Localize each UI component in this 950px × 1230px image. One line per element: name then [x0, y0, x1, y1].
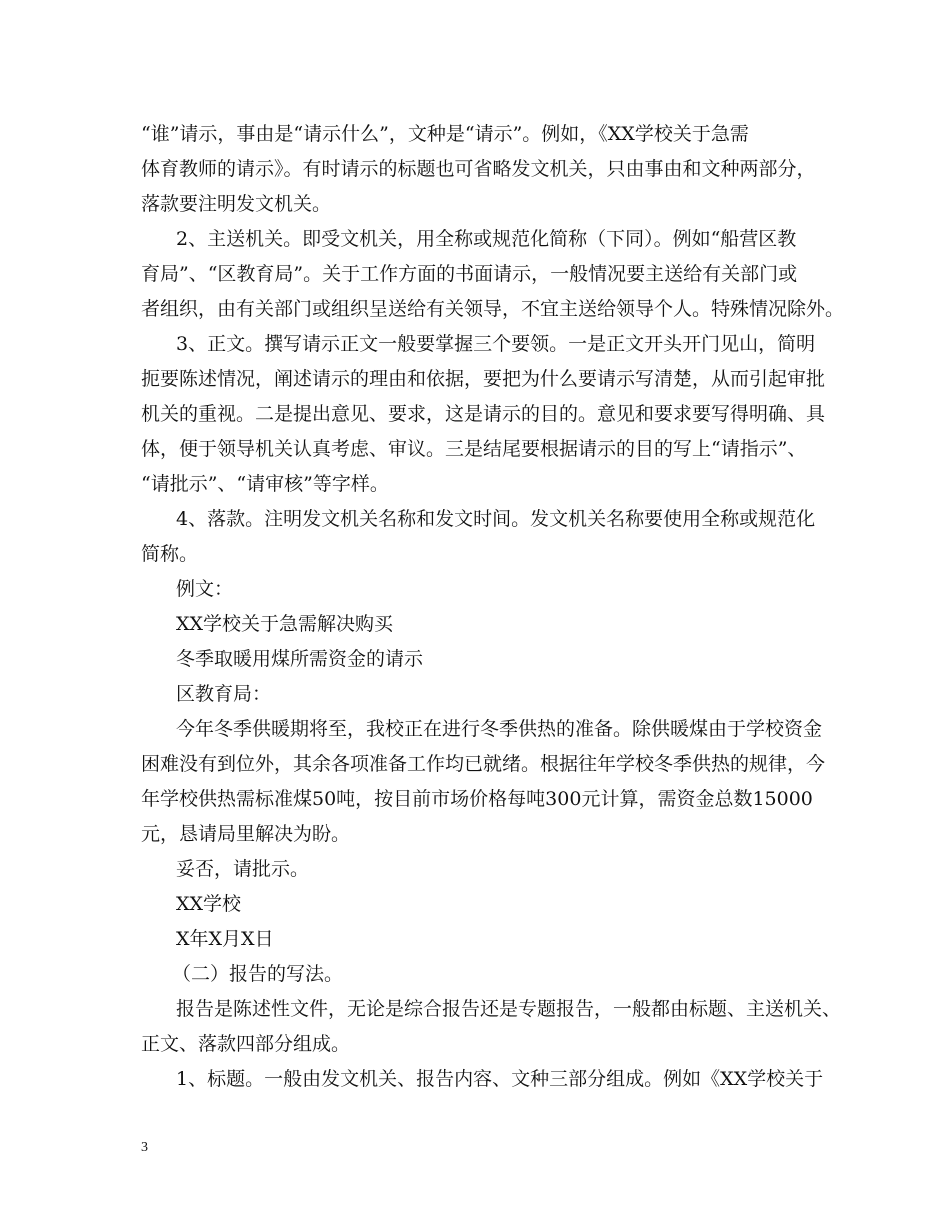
text-line: 元，恳请局里解决为盼。: [141, 823, 351, 845]
text-line: 区教育局：: [176, 683, 272, 705]
text-line: 困难没有到位外，其余各项准备工作均已就绪。根据往年学校冬季供热的规律，今: [141, 753, 826, 775]
text-line: 妥否，请批示。: [176, 858, 310, 880]
text-line: 者组织，由有关部门或组织呈送给有关领导，不宜主送给领导个人。特殊情况除外。: [141, 298, 845, 320]
text-line: 机关的重视。二是提出意见、要求，这是请示的目的。意见和要求要写得明确、具: [141, 403, 826, 425]
text-line: X年X月X日: [176, 928, 274, 950]
text-line: XX学校: [176, 893, 242, 915]
text-line: “谁”请示，事由是“请示什么”，文种是“请示”。例如，《XX学校关于急需: [141, 123, 749, 145]
text-line: 今年冬季供暖期将至，我校正在进行冬季供热的准备。除供暖煤由于学校资金: [176, 718, 823, 740]
text-line: XX学校关于急需解决购买: [176, 613, 394, 635]
text-line: 4、落款。注明发文机关名称和发文时间。发文机关名称要使用全称或规范化: [176, 508, 816, 530]
text-line: 体育教师的请示》。有时请示的标题也可省略发文机关，只由事由和文种两部分，: [141, 158, 816, 180]
text-line: （二）报告的写法。: [172, 963, 344, 985]
text-line: 落款要注明发文机关。: [141, 193, 332, 215]
page-number: 3: [141, 1140, 148, 1155]
text-line: 3、正文。撰写请示正文一般要掌握三个要领。一是正文开头开门见山，简明: [176, 333, 816, 355]
text-line: 正文、落款四部分组成。: [141, 1033, 351, 1055]
text-line: 2、主送机关。即受文机关，用全称或规范化简称（下同）。例如“船营区教: [176, 228, 797, 250]
text-line: 1、标题。一般由发文机关、报告内容、文种三部分组成。例如《XX学校关于: [176, 1068, 824, 1090]
text-line: 冬季取暖用煤所需资金的请示: [176, 648, 424, 670]
text-line: 育局”、“区教育局”。关于工作方面的书面请示，一般情况要主送给有关部门或: [141, 263, 798, 285]
text-line: 例文：: [176, 578, 234, 600]
text-line: “请批示”、“请审核”等字样。: [141, 473, 389, 495]
text-line: 体，便于领导机关认真考虑、审议。三是结尾要根据请示的目的写上“请指示”、: [141, 438, 807, 460]
text-line: 扼要陈述情况，阐述请示的理由和依据，要把为什么要请示写清楚，从而引起审批: [141, 368, 826, 390]
text-line: 年学校供热需标准煤50吨，按目前市场价格每吨300元计算，需资金总数15000: [141, 788, 813, 810]
text-line: 简称。: [141, 543, 199, 565]
text-line: 报告是陈述性文件，无论是综合报告还是专题报告，一般都由标题、主送机关、: [176, 998, 842, 1020]
